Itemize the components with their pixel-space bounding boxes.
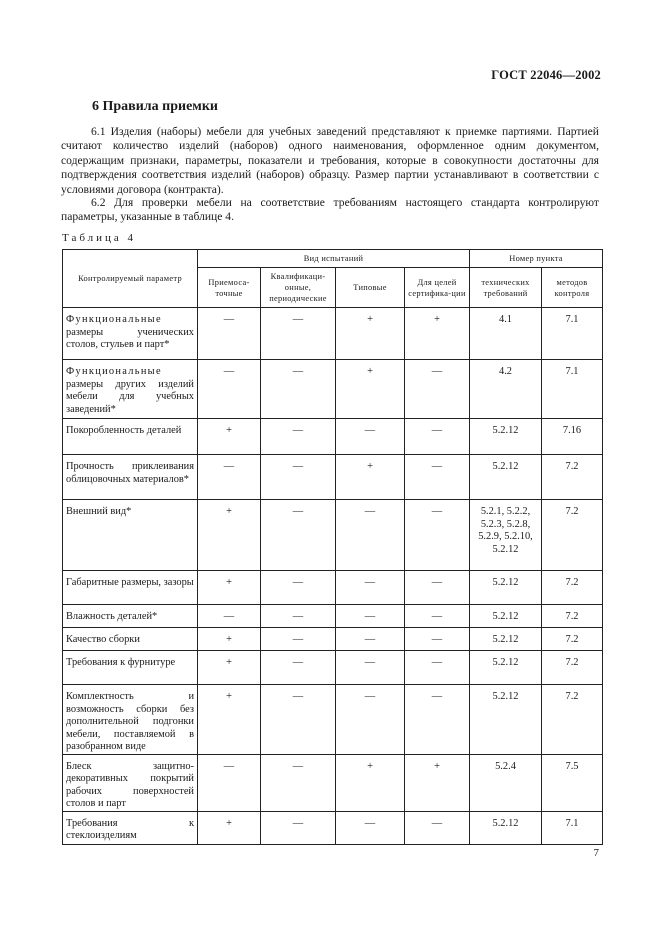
control-method-ref: 7.1	[542, 811, 603, 844]
param-cell	[63, 651, 198, 685]
paragraph-6-2: 6.2 Для проверки мебели на соответствие требованиям настоящего стандарта контролируют параметры, указанные в таблице 4.	[61, 196, 599, 224]
type-test-mark: +	[336, 360, 405, 419]
paragraph-6-1: 6.1 Изделия (наборы) мебели для учебных заведений представляют к приемке партиями. Партией считают количество изделий (наборов) одного наименования, оформленное одним документом, содержащим признаки, параметры, показатели и требования, которые в совокупности достаточны для подтверждения соответствия изделий (наборов) образцу. Размер партии устанавливают в соответствии с условиями договора (контракта).	[61, 125, 599, 196]
type-test-mark: —	[336, 571, 405, 605]
param-cell	[63, 628, 198, 651]
acceptance-mark: —	[198, 308, 261, 360]
acceptance-mark: +	[198, 811, 261, 844]
table-row	[63, 651, 603, 685]
param-text: Требования к стеклоизделиям	[66, 817, 194, 841]
tech-requirement-ref: 5.2.1, 5.2.2, 5.2.3, 5.2.8, 5.2.9, 5.2.10, 5.2.12	[470, 500, 542, 571]
certification-mark: —	[405, 500, 470, 571]
qualification-mark: —	[261, 360, 336, 419]
qualification-mark: —	[261, 754, 336, 811]
certification-mark: +	[405, 308, 470, 360]
table-row	[63, 419, 603, 455]
acceptance-mark: —	[198, 455, 261, 500]
tech-requirement-ref: 5.2.12	[470, 811, 542, 844]
param-cell	[63, 571, 198, 605]
acceptance-mark: —	[198, 360, 261, 419]
control-method-ref: 7.1	[542, 360, 603, 419]
qualification-mark: —	[261, 628, 336, 651]
control-method-ref: 7.2	[542, 685, 603, 755]
acceptance-mark: +	[198, 500, 261, 571]
param-text: Комплектность и возможность сборки без дополнительной подгонки мебели, поставляемой в разобранном виде	[66, 691, 194, 752]
param-cell	[63, 419, 198, 455]
param-text: Влажность деталей*	[66, 611, 158, 622]
param-text: размеры других изделий мебели для учебных заведений*	[66, 378, 194, 415]
param-text: Требования к фурнитуре	[66, 657, 176, 668]
type-test-mark: +	[336, 754, 405, 811]
table-row	[63, 605, 603, 628]
certification-mark: —	[405, 360, 470, 419]
control-method-ref: 7.5	[542, 754, 603, 811]
certification-mark: —	[405, 419, 470, 455]
section-heading: 6 Правила приемки	[92, 99, 218, 114]
tech-requirement-ref: 5.2.4	[470, 754, 542, 811]
page-number: 7	[593, 847, 599, 859]
certification-mark: —	[405, 628, 470, 651]
type-test-mark: —	[336, 651, 405, 685]
tech-requirement-ref: 5.2.12	[470, 455, 542, 500]
qualification-mark: —	[261, 811, 336, 844]
qualification-mark: —	[261, 455, 336, 500]
type-test-mark: +	[336, 455, 405, 500]
qualification-mark: —	[261, 308, 336, 360]
table-body	[63, 308, 603, 845]
tech-requirement-ref: 4.1	[470, 308, 542, 360]
acceptance-mark: —	[198, 754, 261, 811]
header-param: Контролируемый параметр	[63, 250, 198, 308]
control-method-ref: 7.1	[542, 308, 603, 360]
acceptance-mark: +	[198, 628, 261, 651]
param-text: Прочность приклеивания облицовочных материалов*	[66, 461, 194, 485]
control-method-ref: 7.2	[542, 455, 603, 500]
certification-mark: —	[405, 811, 470, 844]
table-row	[63, 455, 603, 500]
qualification-mark: —	[261, 500, 336, 571]
tech-requirement-ref: 5.2.12	[470, 605, 542, 628]
table-row	[63, 811, 603, 844]
param-cell	[63, 500, 198, 571]
certification-mark: —	[405, 685, 470, 755]
header-tech-requirements: технических требований	[470, 268, 542, 308]
certification-mark: +	[405, 754, 470, 811]
certification-mark: —	[405, 571, 470, 605]
acceptance-table	[62, 249, 603, 845]
control-method-ref: 7.2	[542, 628, 603, 651]
header-control-methods: методов контроля	[542, 268, 603, 308]
table-row	[63, 571, 603, 605]
header-acceptance: Приемоса-точные	[198, 268, 261, 308]
qualification-mark: —	[261, 419, 336, 455]
tech-requirement-ref: 5.2.12	[470, 571, 542, 605]
tech-requirement-ref: 5.2.12	[470, 628, 542, 651]
control-method-ref: 7.2	[542, 651, 603, 685]
acceptance-mark: +	[198, 685, 261, 755]
header-test-types: Вид испытаний	[198, 250, 470, 268]
control-method-ref: 7.2	[542, 571, 603, 605]
tech-requirement-ref: 5.2.12	[470, 651, 542, 685]
table-row	[63, 685, 603, 755]
param-cell	[63, 455, 198, 500]
control-method-ref: 7.2	[542, 605, 603, 628]
control-method-ref: 7.16	[542, 419, 603, 455]
table-row	[63, 360, 603, 419]
param-lead: Функциональные	[66, 366, 162, 377]
param-cell	[63, 308, 198, 360]
type-test-mark: +	[336, 308, 405, 360]
param-cell	[63, 605, 198, 628]
table-row	[63, 628, 603, 651]
certification-mark: —	[405, 455, 470, 500]
param-cell	[63, 360, 198, 419]
header-type-tests: Типовые	[336, 268, 405, 308]
type-test-mark: —	[336, 811, 405, 844]
qualification-mark: —	[261, 605, 336, 628]
acceptance-mark: +	[198, 419, 261, 455]
type-test-mark: —	[336, 605, 405, 628]
tech-requirement-ref: 5.2.12	[470, 419, 542, 455]
param-text: Габаритные размеры, зазоры	[66, 577, 194, 588]
type-test-mark: —	[336, 419, 405, 455]
acceptance-mark: +	[198, 571, 261, 605]
header-certification: Для целей сертифика-ции	[405, 268, 470, 308]
table-caption: Таблица 4	[62, 232, 137, 244]
type-test-mark: —	[336, 628, 405, 651]
type-test-mark: —	[336, 500, 405, 571]
qualification-mark: —	[261, 651, 336, 685]
param-lead: Функциональные	[66, 314, 162, 325]
tech-requirement-ref: 4.2	[470, 360, 542, 419]
table-row	[63, 754, 603, 811]
qualification-mark: —	[261, 685, 336, 755]
qualification-mark: —	[261, 571, 336, 605]
acceptance-mark: +	[198, 651, 261, 685]
table-row	[63, 308, 603, 360]
document-code: ГОСТ 22046—2002	[491, 68, 601, 82]
header-qualification: Квалификаци-онные, периодические	[261, 268, 336, 308]
certification-mark: —	[405, 605, 470, 628]
param-cell	[63, 754, 198, 811]
certification-mark: —	[405, 651, 470, 685]
param-text: Покоробленность деталей	[66, 425, 182, 436]
table-row	[63, 500, 603, 571]
tech-requirement-ref: 5.2.12	[470, 685, 542, 755]
param-text: Внешний вид*	[66, 506, 132, 517]
acceptance-mark: —	[198, 605, 261, 628]
control-method-ref: 7.2	[542, 500, 603, 571]
param-cell	[63, 811, 198, 844]
param-text: Блеск защитно-декоративных покрытий рабочих поверхностей столов и парт	[66, 760, 194, 809]
type-test-mark: —	[336, 685, 405, 755]
param-text: Качество сборки	[66, 634, 140, 645]
param-cell	[63, 685, 198, 755]
param-text: размеры ученических столов, стульев и парт*	[66, 326, 194, 350]
header-item-number: Номер пункта	[470, 250, 603, 268]
